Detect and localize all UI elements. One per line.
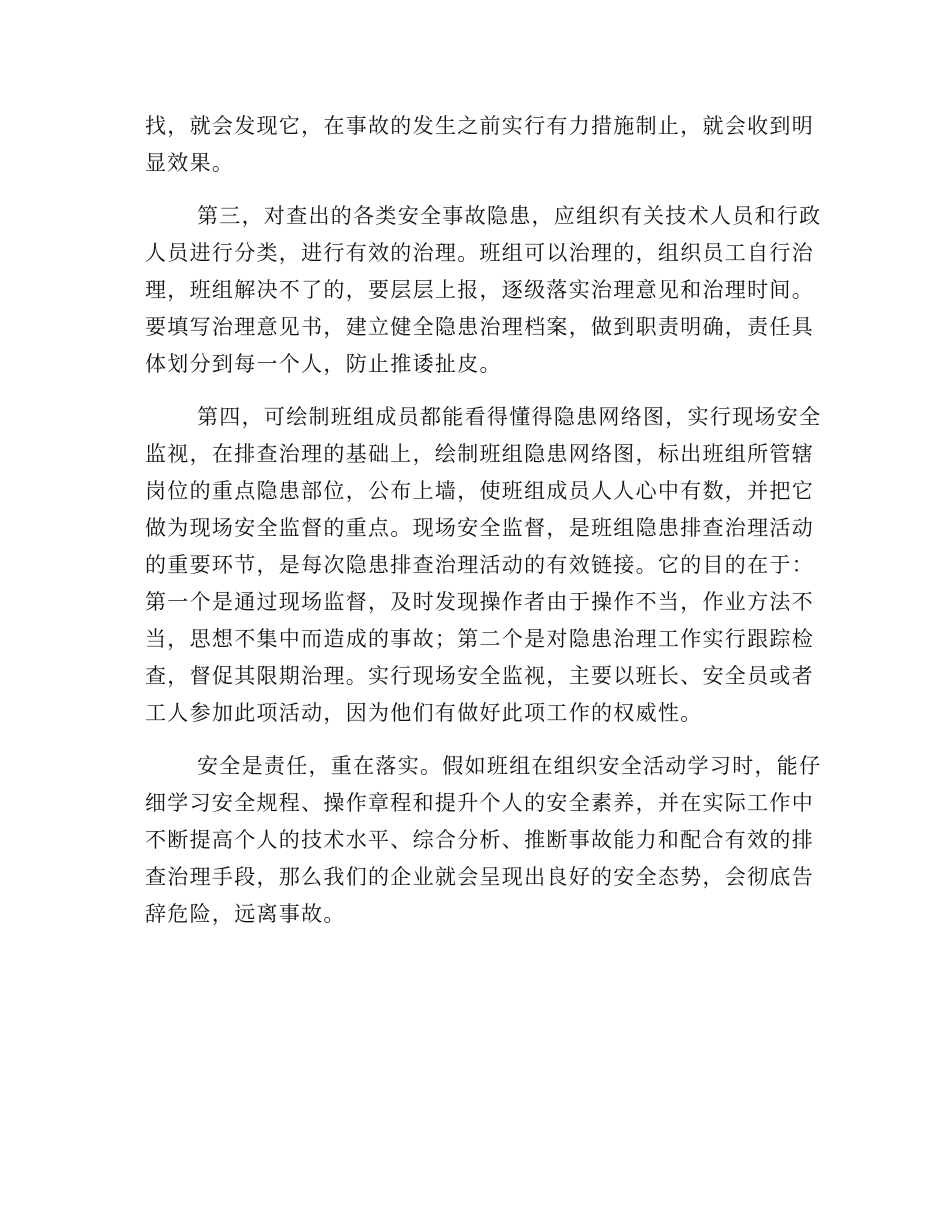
text-line: 第一个是通过现场监督，及时发现操作者由于操作不当，作业方法不 [145,590,814,614]
text-line: 找，就会发现它，在事故的发生之前实行有力措施制止，就会收到明 [145,114,814,138]
text-line: 理，班组解决不了的，要层层上报，逐级落实治理意见和治理时间。 [145,278,814,302]
text-line: 要填写治理意见书，建立健全隐患治理档案，做到职责明确，责任具 [145,315,814,339]
text-line: 工人参加此项活动，因为他们有做好此项工作的权威性。 [145,701,703,725]
paragraph-first-line: 第四，可绘制班组成员都能看得懂得隐患网络图，实行现场安全 [197,405,822,429]
text-line: 监视，在排查治理的基础上，绘制班组隐患网络图，标出班组所管辖 [145,442,814,466]
text-line: 显效果。 [145,151,235,175]
text-line: 体划分到每一个人，防止推诿扯皮。 [145,352,502,376]
text-line: 查，督促其限期治理。实行现场安全监视，主要以班长、安全员或者 [145,664,814,688]
text-line: 人员进行分类，进行有效的治理。班组可以治理的，组织员工自行治 [145,241,814,265]
paragraph-first-line: 安全是责任，重在落实。假如班组在组织安全活动学习时，能仔 [197,754,822,778]
text-line: 做为现场安全监督的重点。现场安全监督，是班组隐患排查治理活动 [145,516,814,540]
text-line: 不断提高个人的技术水平、综合分析、推断事故能力和配合有效的排 [145,828,814,852]
text-line: 当，思想不集中而造成的事故；第二个是对隐患治理工作实行跟踪检 [145,627,814,651]
text-line: 查治理手段，那么我们的企业就会呈现出良好的安全态势，会彻底告 [145,865,814,889]
text-line: 的重要环节，是每次隐患排查治理活动的有效链接。它的目的在于： [145,553,814,577]
paragraph-first-line: 第三，对查出的各类安全事故隐患，应组织有关技术人员和行政 [197,204,822,228]
text-line: 辞危险，远离事故。 [145,902,346,926]
text-line: 岗位的重点隐患部位，公布上墙，使班组成员人人心中有数，并把它 [145,479,814,503]
text-line: 细学习安全规程、操作章程和提升个人的安全素养，并在实际工作中 [145,791,814,815]
